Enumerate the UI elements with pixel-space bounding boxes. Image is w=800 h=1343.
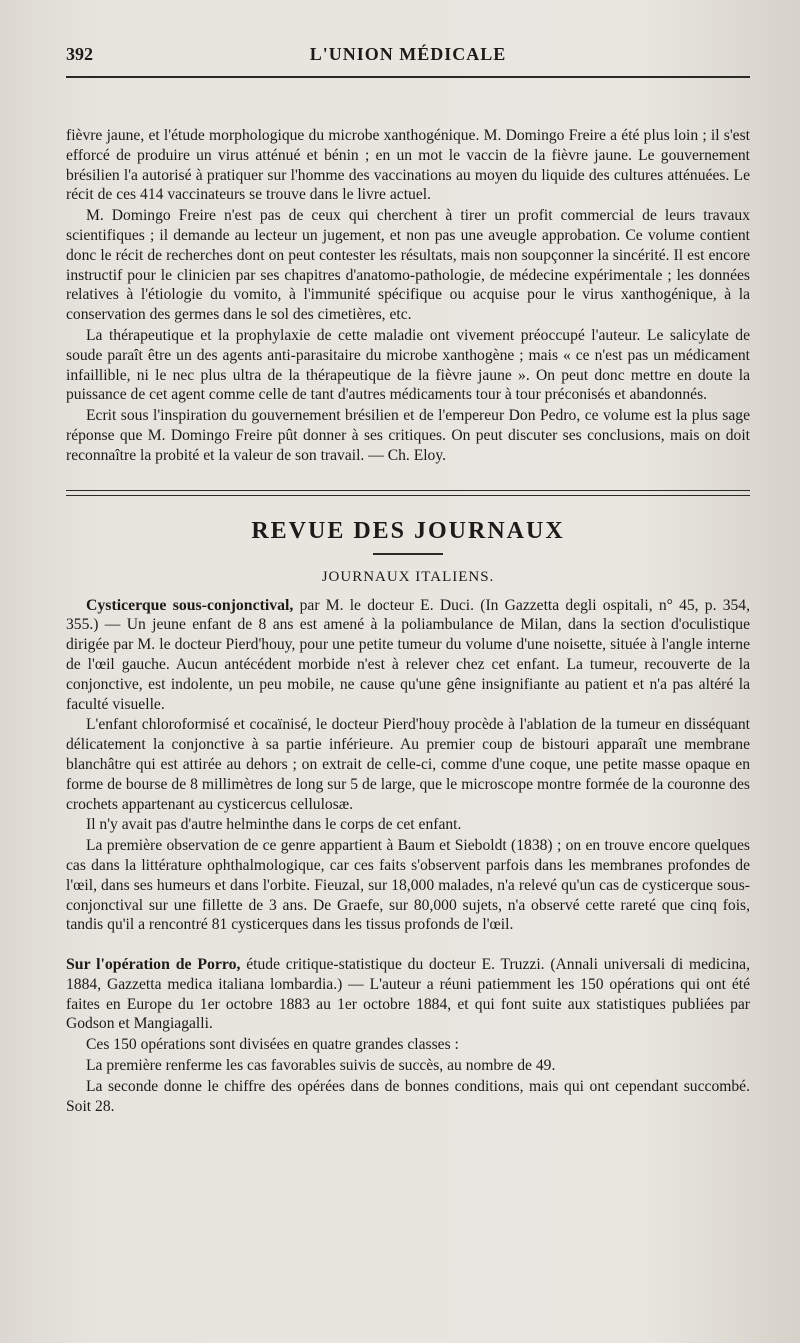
running-head bbox=[66, 36, 750, 78]
section-title: REVUE DES JOURNAUX bbox=[251, 517, 565, 544]
title-underline bbox=[373, 553, 443, 555]
article-porro bbox=[66, 955, 750, 1116]
review-paragraph-1: fièvre jaune, et l'étude morphologique du microbe xanthogénique. M. Domingo Freire a été plus loin ; il s'est efforcé de produire un virus atténué et bénin ; en un mot le vaccin de la fièvre jaune. Le gouvernement brésilien l'a autorisé à pratiquer sur l'homme des vaccinations au moyen du liquide des cultures atténuées. Le récit de ces 414 vaccinateurs se trouve dans le livre actuel. bbox=[66, 127, 750, 204]
article-2-opening bbox=[66, 955, 750, 1034]
review-paragraph-4: Ecrit sous l'inspiration du gouvernement brésilien et de l'empereur Don Pedro, ce volume est la plus sage réponse que M. Domingo Freire pût donner à ses critiques. On peut discuter ses conclusions, mais on doit reconnaître la probité et la valeur de son travail. — Ch. Eloy. bbox=[66, 407, 750, 464]
article-2-heading: Sur l'opération de Porro, bbox=[66, 956, 241, 974]
article-2-paragraph-2: Ces 150 opérations sont divisées en quatre grandes classes : bbox=[86, 1036, 459, 1054]
article-cysticerque bbox=[66, 596, 750, 936]
article-1-opening bbox=[66, 596, 750, 715]
review-paragraph-3: La thérapeutique et la prophylaxie de cette maladie ont vivement préoccupé l'auteur. Le salicylate de soude paraît être un des agents anti-parasitaire du microbe xanthogène ; mais « ce n'est pas un médicament infaillible, ni le nec plus ultra de la thérapeutique de la fièvre jaune ». On peut donc mettre en doute la puissance de cet agent comme celle de tant d'autres médicaments tour à tour préconisés et abandonnés. bbox=[66, 326, 750, 404]
article-2-lead: étude critique-statistique du docteur E. Truzzi. (Annali universali di medicina, 1884, Gazzetta medica italiana lombardia.) — L'auteur a réuni patiemment les 150 opérations qui ont été faites en Europe du 1er octobre 1883 au 1er octobre 1884, et qui font suite aux statistiques publiées par Godson et Mangiagalli. bbox=[66, 956, 750, 1033]
subsection-title: JOURNAUX ITALIENS. bbox=[321, 568, 495, 585]
book-review-continuation bbox=[66, 126, 750, 466]
journal-title: L'UNION MÉDICALE bbox=[309, 44, 507, 64]
article-1-paragraph-4: La première observation de ce genre appartient à Baum et Sieboldt (1838) ; on en trouve encore quelques cas dans la littérature ophthalmologique, car ces faits s'observent parfois dans les membranes profondes de l'œil, dans ses humeurs et dans l'orbite. Fieuzal, sur 18,000 malades, n'a relevé qu'un cas de cysticerque sous-conjonctival sur une fillette de 3 ans. De Graefe, sur 80,000 sujets, n'a observé cette rareté que cinq fois, tandis qu'il a rencontré 81 cysticerques dans les tissus profonds de l'œil. bbox=[66, 837, 750, 934]
article-1-paragraph-2: L'enfant chloroformisé et cocaïnisé, le docteur Pierd'houy procède à l'ablation de la tumeur en disséquant délicatement la conjonctive à sa partie inférieure. Au premier coup de bistouri apparaît une membrane blanchâtre qui est attirée au dehors ; on extrait de celle-ci, comme d'une coque, une petite masse opaque en forme de bourse de 8 millimètres de long sur 5 de large, que le microscope montre formée de la couronne des crochets appartenant au cysticercus cellulosæ. bbox=[66, 716, 750, 813]
article-spacer bbox=[66, 935, 750, 945]
article-1-lead: par M. le docteur E. Duci. (In Gazzetta degli ospitali, n° 45, p. 354, 355.) — Un jeune enfant de 8 ans est amené à la poliambulance de Milan, dans la section d'oculistique dirigée par M. le docteur Pierd'houy, pour une petite tumeur du volume d'une noisette, située à l'angle interne de l'œil gauche. Aucun antécédent morbide n'est à relever chez cet enfant. La tumeur, recouverte de la conjonctive, est indolente, un peu mobile, ne cause qu'une gêne insignifiante au patient et n'a pas altéré la faculté visuelle. bbox=[66, 596, 750, 713]
article-2-paragraph-4: La seconde donne le chiffre des opérées dans de bonnes conditions, mais qui ont cependant succombé. Soit 28. bbox=[66, 1077, 750, 1115]
article-1-heading: Cysticerque sous-conjonctival, bbox=[86, 596, 294, 614]
article-1-paragraph-3: Il n'y avait pas d'autre helminthe dans le corps de cet enfant. bbox=[86, 816, 462, 834]
section-divider bbox=[66, 490, 750, 496]
review-paragraph-2: M. Domingo Freire n'est pas de ceux qui cherchent à tirer un profit commercial de leurs travaux scientifiques ; il demande au lecteur un jugement, et non pas une aveugle approbation. Ce volume contient donc le récit de recherches dont on peut contester les résultats, mais non soupçonner la sincérité. Il est encore instructif pour le clinicien par ses chapitres d'anatomo-pathologie, de médecine expérimentale ; les données relatives à l'étiologie du vomito, à l'immunité spécifique ou acquise pour le virus xanthogénique, à la conservation des germes dans le sol des cimetières, etc. bbox=[66, 207, 750, 324]
page-number: 392 bbox=[66, 44, 93, 64]
article-2-paragraph-3: La première renferme les cas favorables suivis de succès, au nombre de 49. bbox=[86, 1057, 556, 1075]
